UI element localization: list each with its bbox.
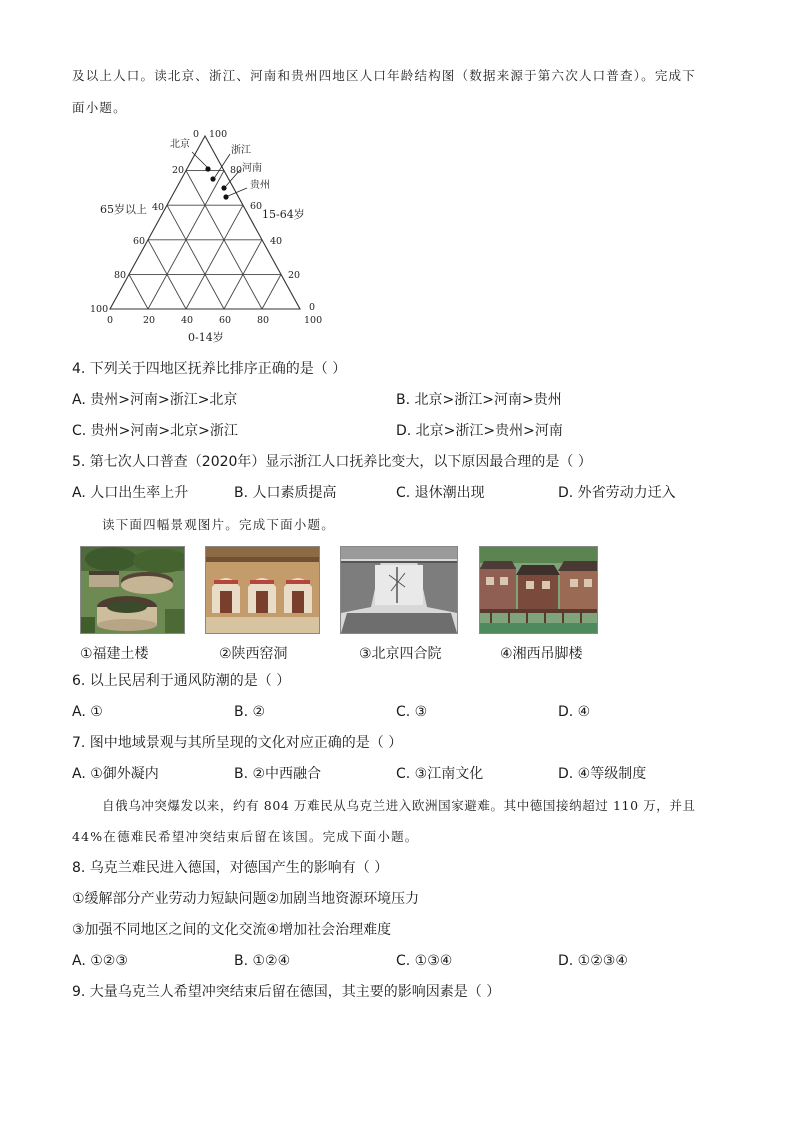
- q5-option-b[interactable]: B. 人口素质提高: [234, 485, 337, 501]
- right-tick: 0: [309, 302, 316, 313]
- leader-line: [192, 152, 207, 167]
- triangle-outline: [110, 136, 300, 309]
- q6-option-c[interactable]: C. ③: [396, 704, 428, 720]
- right-tick: 60: [250, 201, 263, 212]
- intro-line-1: 及以上人口。读北京、浙江、河南和贵州四地区人口年龄结构图（数据来源于第六次人口普查）。完成下: [72, 68, 696, 83]
- bottom-tick: 60: [219, 315, 232, 326]
- intro-2: 读下面四幅景观图片。完成下面小题。: [102, 517, 335, 532]
- q7-option-a[interactable]: A. ①御外凝内: [72, 766, 159, 782]
- caption-shaanxi-yaodong: ②陕西窑洞: [219, 646, 288, 662]
- q8-option-d[interactable]: D. ①②③④: [558, 953, 628, 969]
- label-beijing: 北京: [170, 139, 190, 150]
- q8-stem: 8. 乌克兰难民进入德国，对德国产生的影响有（ ）: [72, 860, 389, 876]
- photo-beijing-siheyuan: [340, 546, 458, 634]
- q6-option-b[interactable]: B. ②: [234, 704, 266, 720]
- q5-option-c[interactable]: C. 退休潮出现: [396, 485, 485, 501]
- q7-option-b[interactable]: B. ②中西融合: [234, 766, 322, 782]
- q5-option-a[interactable]: A. 人口出生率上升: [72, 485, 189, 501]
- grid-line: [167, 205, 224, 309]
- intro-3-line-1: 自俄乌冲突爆发以来，约有 804 万难民从乌克兰进入欧洲国家避难。其中德国接纳超过 110 万，并且: [102, 798, 696, 813]
- bottom-tick: 0: [107, 315, 114, 326]
- intro-3-line-2: 44%在德难民希望冲突结束后留在该国。完成下面小题。: [72, 829, 419, 844]
- right-tick: 20: [288, 270, 301, 281]
- q7-option-d[interactable]: D. ④等级制度: [558, 766, 647, 782]
- q6-option-a[interactable]: A. ①: [72, 704, 103, 720]
- bottom-tick: 20: [143, 315, 156, 326]
- q4-option-b[interactable]: B. 北京>浙江>河南>贵州: [396, 392, 562, 408]
- q8-item-line-2: ③加强不同地区之间的文化交流④增加社会治理难度: [72, 922, 392, 938]
- q5-option-d[interactable]: D. 外省劳动力迁入: [558, 485, 676, 501]
- q8-item-line-1: ①缓解部分产业劳动力短缺问题②加剧当地资源环境压力: [72, 891, 420, 907]
- q6-option-d[interactable]: D. ④: [558, 704, 591, 720]
- q4-option-d[interactable]: D. 北京>浙江>贵州>河南: [396, 423, 563, 439]
- right-axis-label: 15-64岁: [262, 208, 305, 221]
- label-henan: 河南: [242, 163, 262, 174]
- caption-xiangxi-diaojiaolou: ④湘西吊脚楼: [500, 646, 583, 662]
- left-tick: 40: [152, 202, 165, 213]
- left-tick: 80: [114, 270, 127, 281]
- q8-option-a[interactable]: A. ①②③: [72, 953, 128, 969]
- right-tick: 100: [209, 129, 228, 140]
- bottom-tick: 80: [257, 315, 270, 326]
- q8-option-b[interactable]: B. ①②④: [234, 953, 291, 969]
- intro-line-2: 面小题。: [72, 100, 127, 115]
- q5-stem: 5. 第七次人口普查（2020年）显示浙江人口抚养比变大，以下原因最合理的是（ ）: [72, 454, 592, 470]
- right-tick: 80: [230, 165, 243, 176]
- caption-beijing-siheyuan: ③北京四合院: [359, 646, 442, 662]
- left-tick: 60: [133, 236, 146, 247]
- q4-option-a[interactable]: A. 贵州>河南>浙江>北京: [72, 392, 238, 408]
- left-axis-label: 65岁以上: [100, 203, 147, 216]
- left-tick: 100: [90, 304, 109, 315]
- label-guizhou: 贵州: [250, 180, 270, 191]
- caption-fujian-tulou: ①福建土楼: [80, 646, 149, 662]
- photo-fujian-tulou: [80, 546, 185, 634]
- q7-stem: 7. 图中地域景观与其所呈现的文化对应正确的是（ ）: [72, 735, 403, 751]
- q9-stem: 9. 大量乌克兰人希望冲突结束后留在德国，其主要的影响因素是（ ）: [72, 984, 501, 1000]
- point-guizhou: [223, 194, 228, 199]
- bottom-tick: 100: [304, 315, 323, 326]
- q4-option-c[interactable]: C. 贵州>河南>北京>浙江: [72, 423, 238, 439]
- grid-line: [129, 274, 148, 309]
- label-zhejiang: 浙江: [231, 145, 251, 156]
- point-beijing: [205, 166, 210, 171]
- left-tick: 0: [193, 129, 200, 140]
- left-tick: 20: [172, 165, 185, 176]
- q7-option-c[interactable]: C. ③江南文化: [396, 766, 484, 782]
- bottom-axis-label: 0-14岁: [188, 331, 224, 344]
- population-ternary-diagram: [80, 125, 330, 350]
- grid-line: [186, 205, 243, 309]
- point-henan: [221, 185, 226, 190]
- point-zhejiang: [210, 176, 215, 181]
- q6-stem: 6. 以上民居利于通风防潮的是（ ）: [72, 673, 291, 689]
- right-tick: 40: [270, 236, 283, 247]
- q8-option-c[interactable]: C. ①③④: [396, 953, 453, 969]
- photo-xiangxi-diaojiaolou: [479, 546, 598, 634]
- photo-shaanxi-yaodong: [205, 546, 320, 634]
- grid-line: [262, 274, 281, 309]
- bottom-tick: 40: [181, 315, 194, 326]
- q4-stem: 4. 下列关于四地区抚养比排序正确的是（ ）: [72, 361, 347, 377]
